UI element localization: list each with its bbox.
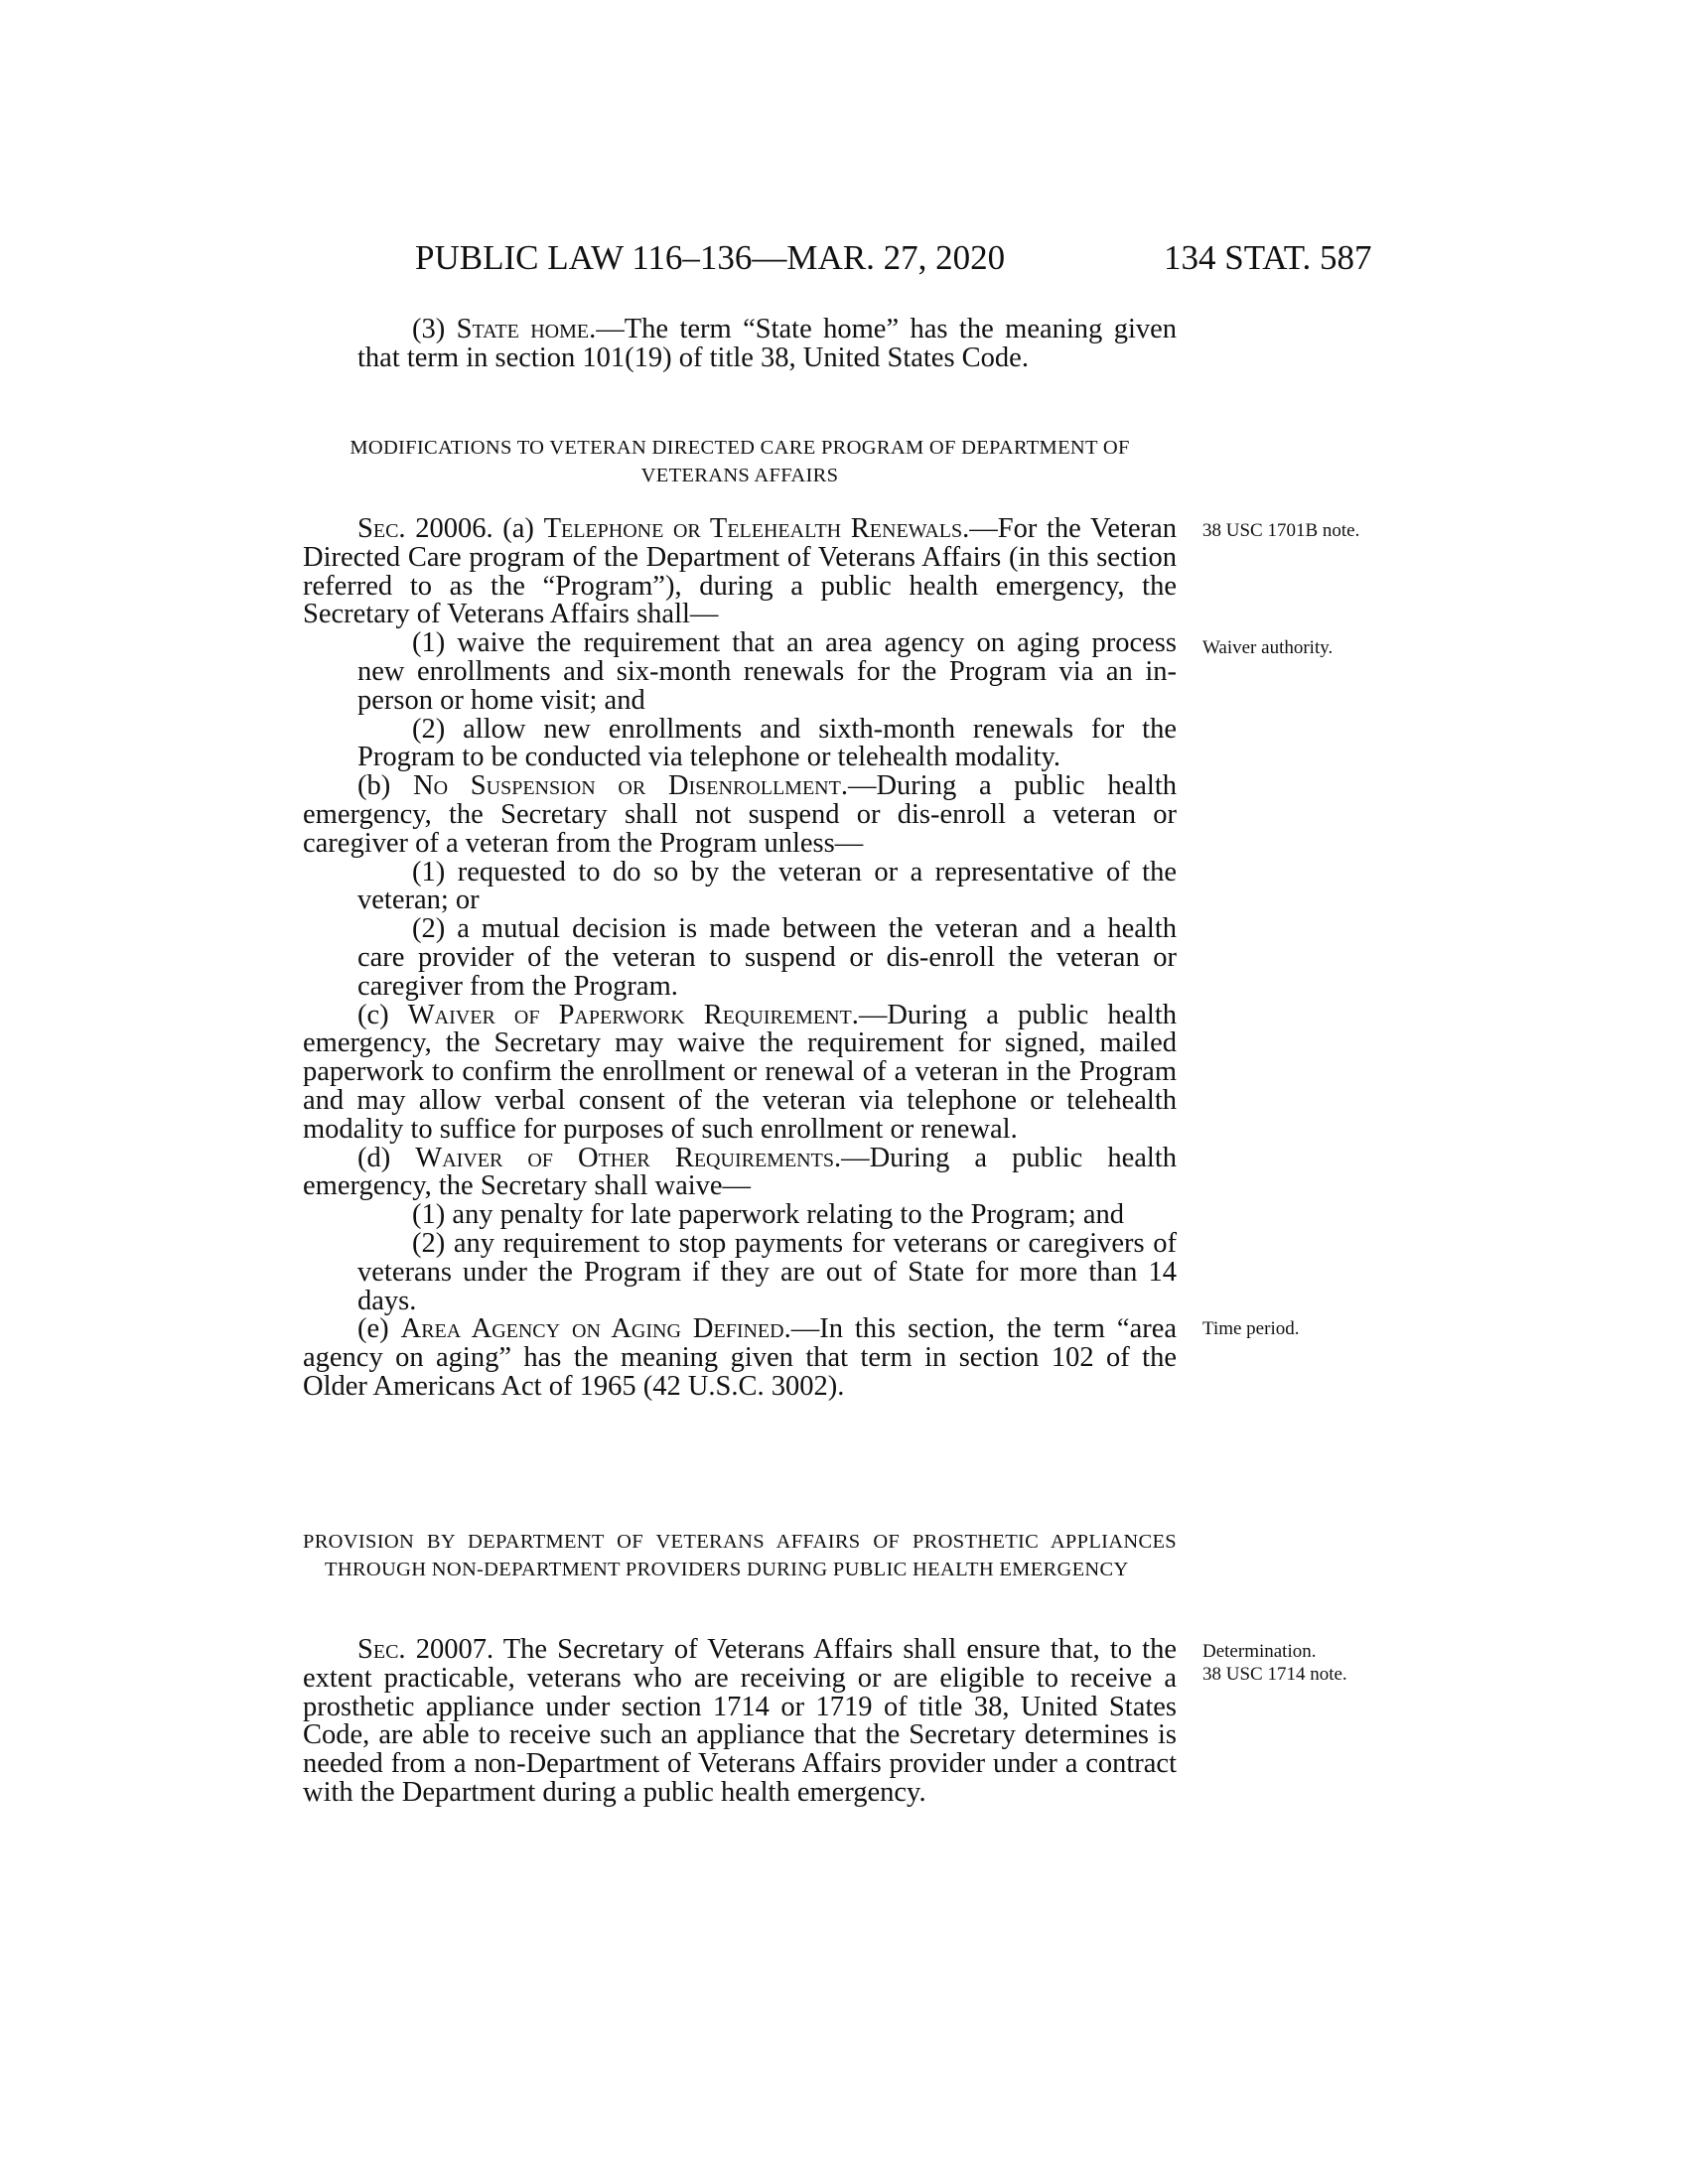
subsec-c-text: .—During a public health emergency, the Secretary may waive the requirement for signed, mailed paperwork to confirm the enrollment or renewal of a veteran in the Program and may allow verbal consent of the veteran via telephone or telehealth modality to suffice for purposes of such enrollment or renewal. xyxy=(303,999,1178,1145)
margin-note-waiver-authority: Waiver authority. xyxy=(1202,637,1334,658)
section-20006 xyxy=(303,515,1177,1402)
subsec-c-heading: Waiver of Paperwork Requirement xyxy=(407,999,852,1030)
para-d2: (2) any requirement to stop payments for veterans or caregivers of veterans under the Program if they are out of State for more than 14 days. xyxy=(357,1227,1177,1316)
sec-20007-text: . 20007. The Secretary of Veterans Affairs shall ensure that, to the extent practicable, veterans who are receiving or are eligible to receive a prosthetic appliance under section 1714 or 1719 of title 38, United States Code, are able to receive such an appliance that the Secretary determines is needed from a non-Department of Veterans Affairs provider under a contract with the Department during a public health emergency. xyxy=(303,1634,1177,1808)
para-a1: (1) waive the requirement that an area agency on aging process new enrollments and six-month renewals for the Program via an in-person or home visit; and xyxy=(357,627,1177,716)
para-text: .—The term “State home” has the meaning given that term in section 101(19) of title 38, United States Code. xyxy=(357,314,1178,373)
sec-number: . 20006. xyxy=(398,513,493,544)
subsec-e-text: .—In this section, the term “area agency on aging” has the meaning given that term in section 102 of the Older Americans Act of 1965 (42 U.S.C. 3002). xyxy=(303,1313,1178,1402)
sec-label: Sec xyxy=(357,1634,399,1665)
section-heading-20007-text: PROVISION BY DEPARTMENT OF VETERANS AFFAIRS OF PROSTHETIC APPLIANCES THROUGH NON-DEPARTMENT PROVIDERS DURING PUBLIC HEALTH EMERGENCY xyxy=(303,1531,1177,1580)
para-a2: (2) allow new enrollments and sixth-month renewals for the Program to be conducted via telephone or telehealth modality. xyxy=(357,713,1177,773)
subsec-d-heading: Waiver of Other Requirements xyxy=(415,1142,834,1173)
subsec-e-num: (e) xyxy=(357,1313,389,1345)
subsec-a-num: (a) xyxy=(502,513,534,544)
page-header-title: PUBLIC LAW 116–136—MAR. 27, 2020 xyxy=(415,238,1006,277)
subsec-e-heading: Area Agency on Aging Defined xyxy=(400,1313,784,1345)
margin-note-time-period: Time period. xyxy=(1202,1318,1300,1339)
para-term: State home xyxy=(456,314,590,344)
para-b2: (2) a mutual decision is made between the veteran and a health care provider of the veteran to suspend or dis-enroll the veteran or caregiver from the Program. xyxy=(357,913,1177,1002)
para-b1: (1) requested to do so by the veteran or a representative of the veteran; or xyxy=(357,856,1177,916)
margin-note-38-usc-1701b: 38 USC 1701B note. xyxy=(1202,520,1360,541)
margin-note-determination: Determination. xyxy=(1202,1641,1317,1662)
subsec-b-heading: No Suspension or Disenrollment xyxy=(413,770,841,802)
para-d1: (1) any penalty for late paperwork relating to the Program; and xyxy=(412,1199,1124,1231)
subsec-a-heading: Telephone or Telehealth Renewals xyxy=(543,513,963,544)
subsec-d-num: (d) xyxy=(357,1142,391,1173)
subsec-b-text: .—During a public health emergency, the Secretary shall not suspend or dis-enroll a veteran or caregiver of a veteran from the Program unless— xyxy=(303,770,1177,859)
subsec-c-num: (c) xyxy=(357,999,389,1030)
para-num: (3) xyxy=(412,314,446,344)
para-state-home xyxy=(303,316,1177,373)
margin-note-38-usc-1714: 38 USC 1714 note. xyxy=(1202,1664,1347,1685)
sec-label: Sec xyxy=(357,513,399,544)
section-heading-20006: MODIFICATIONS TO VETERAN DIRECTED CARE PROGRAM OF DEPARTMENT OF VETERANS AFFAIRS xyxy=(350,437,1130,486)
page-header-stat: 134 STAT. 587 xyxy=(1164,238,1372,277)
subsec-d-text: .—During a public health emergency, the Secretary shall waive— xyxy=(303,1142,1178,1202)
subsec-b-num: (b) xyxy=(357,770,391,802)
subsec-a-text: .—For the Veteran Directed Care program of the Department of Veterans Affairs (in this section referred to as the “Program”), during a public health emergency, the Secretary of Veterans Affairs shall— xyxy=(303,513,1178,630)
section-20007 xyxy=(303,1636,1177,1808)
section-heading-20007 xyxy=(303,1528,1177,1583)
